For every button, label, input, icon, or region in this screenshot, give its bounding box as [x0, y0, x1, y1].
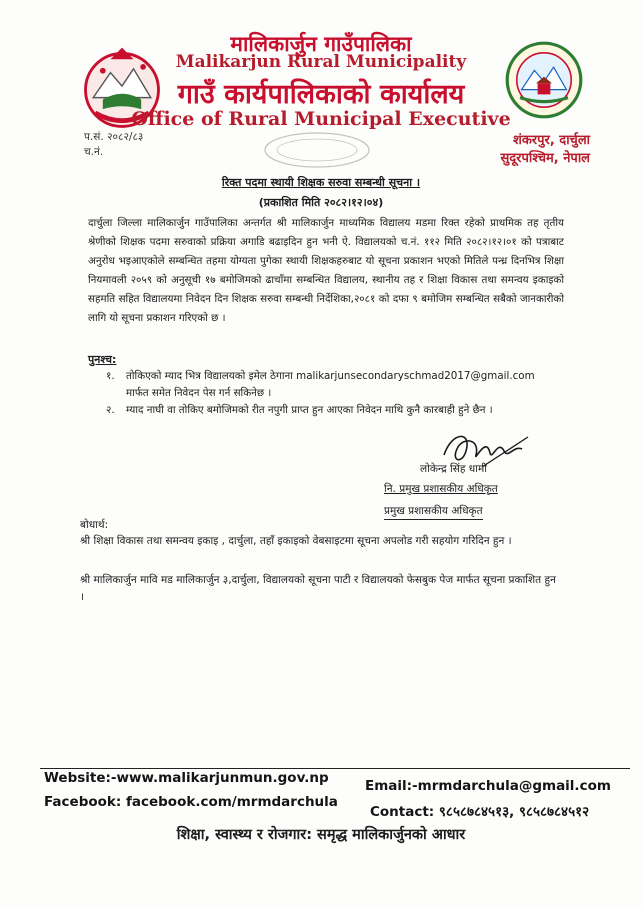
footer-contact: Contact: ९८५८७८४५१३, ९८५८७८४५१२ — [370, 804, 590, 820]
postscript-number: १. — [106, 370, 115, 382]
postscript-text: म्याद नाघी वा तोकिए बमोजिमको रीत नपुगी प्राप्त हुन आएका निवेदन माथि कुनै कारबाही हुने छैन । — [126, 404, 493, 416]
cc-item: श्री मालिकार्जुन मावि मड मालिकार्जुन ३,दार्चुला, विद्यालयको सूचना पाटी र विद्यालयको फेसबुक पेज मार्फत सूचना प्रकाशित हुन । — [80, 574, 556, 603]
footer-email: Email:-mrmdarchula@gmail.com — [365, 778, 611, 794]
address-line-2: सुदूरपश्चिम, नेपाल — [500, 151, 590, 166]
reference-number: प.सं. २०८२/८३ — [84, 131, 144, 143]
office-name-nepali: गाउँ कार्यपालिकाको कार्यालय — [177, 79, 465, 110]
footer-facebook: Facebook: facebook.com/mrmdarchula — [44, 794, 338, 810]
address-line-1: शंकरपुर, दार्चुला — [512, 133, 590, 148]
municipality-name-nepali: मालिकार्जुन गाउँपालिका — [230, 32, 412, 56]
postscript-number: २. — [106, 404, 115, 416]
signatory-post-acting: नि. प्रमुख प्रशासकीय अधिकृत — [384, 483, 498, 495]
postscript-item — [106, 368, 566, 402]
signatory-post: प्रमुख प्रशासकीय अधिकृत — [384, 504, 483, 520]
postscript-text: तोकिएको म्याद भित्र विद्यालयको इमेल ठेगाना malikarjunsecondaryschmad2017@gmail.com मार्फत समेत निवेदन पेस गर्न सकिनेछ । — [126, 370, 535, 399]
publication-date: (प्रकाशित मिति २०८२।१२।०४) — [258, 196, 384, 209]
office-stamp-icon — [260, 130, 375, 170]
footer-website: Website:-www.malikarjunmun.gov.np — [44, 770, 329, 786]
postscript-title: पुनश्च: — [88, 353, 117, 366]
dispatch-number: च.नं. — [84, 146, 104, 158]
cc-title: बोधार्थ: — [80, 519, 109, 531]
cc-item: श्री शिक्षा विकास तथा समन्वय इकाइ , दार्चुला, तहाँ इकाइको वेबसाइटमा सूचना अपलोड गरी सहयोग गरिदिन हुन । — [80, 535, 512, 547]
footer-slogan: शिक्षा, स्वास्थ्य र रोजगार: समृद्ध मालिकार्जुनको आधार — [176, 827, 466, 843]
notice-subject: रिक्त पदमा स्थायी शिक्षक सरुवा सम्बन्धी सूचना । — [221, 176, 421, 189]
footer-divider — [40, 768, 630, 769]
postscript-item — [106, 402, 576, 419]
office-name-english: Office of Rural Municipal Executive — [131, 108, 511, 130]
signatory-name: लोकेन्द्र सिंह धामी — [420, 463, 487, 475]
notice-body: दार्चुला जिल्ला मालिकार्जुन गाउँपालिका अन्तर्गत श्री मालिकार्जुन माध्यमिक विद्यालय मडमा रिक्त रहेको प्राथमिक तह तृतीय श्रेणीको शिक्षक पदमा सरुवाको प्रक्रिया अगाडि बढाइदिन हुन भनी ऐ. विद्यालयको च.नं. ११२ मिति २०८२।१२।०१ को पत्राबाट अनुरोध भइआएकोले सम्बन्धित तहमा योग्यता पुगेका स्थायी शिक्षकहरुबाट यो सूचना प्रकाशन भएको मितिले पन्ध्र दिनभित्र शिक्षा नियमावली २०५९ को अनुसूची १७ बमोजिमको ढाचाँमा सम्बन्धित विद्यालय, स्थानीय तह र शिक्षा विकास तथा समन्वय इकाइको सहमति सहित विद्यालयमा निवेदन दिन शिक्षक सरुवा सम्बन्धी निर्देशिका,२०८१ को दफा ९ बमोजिम सम्बन्धित सबैको जानकारीको लागि यो सूचना प्रकाशन गरिएको छ । — [88, 217, 564, 325]
municipality-name-english: Malikarjun Rural Municipality — [175, 52, 467, 72]
